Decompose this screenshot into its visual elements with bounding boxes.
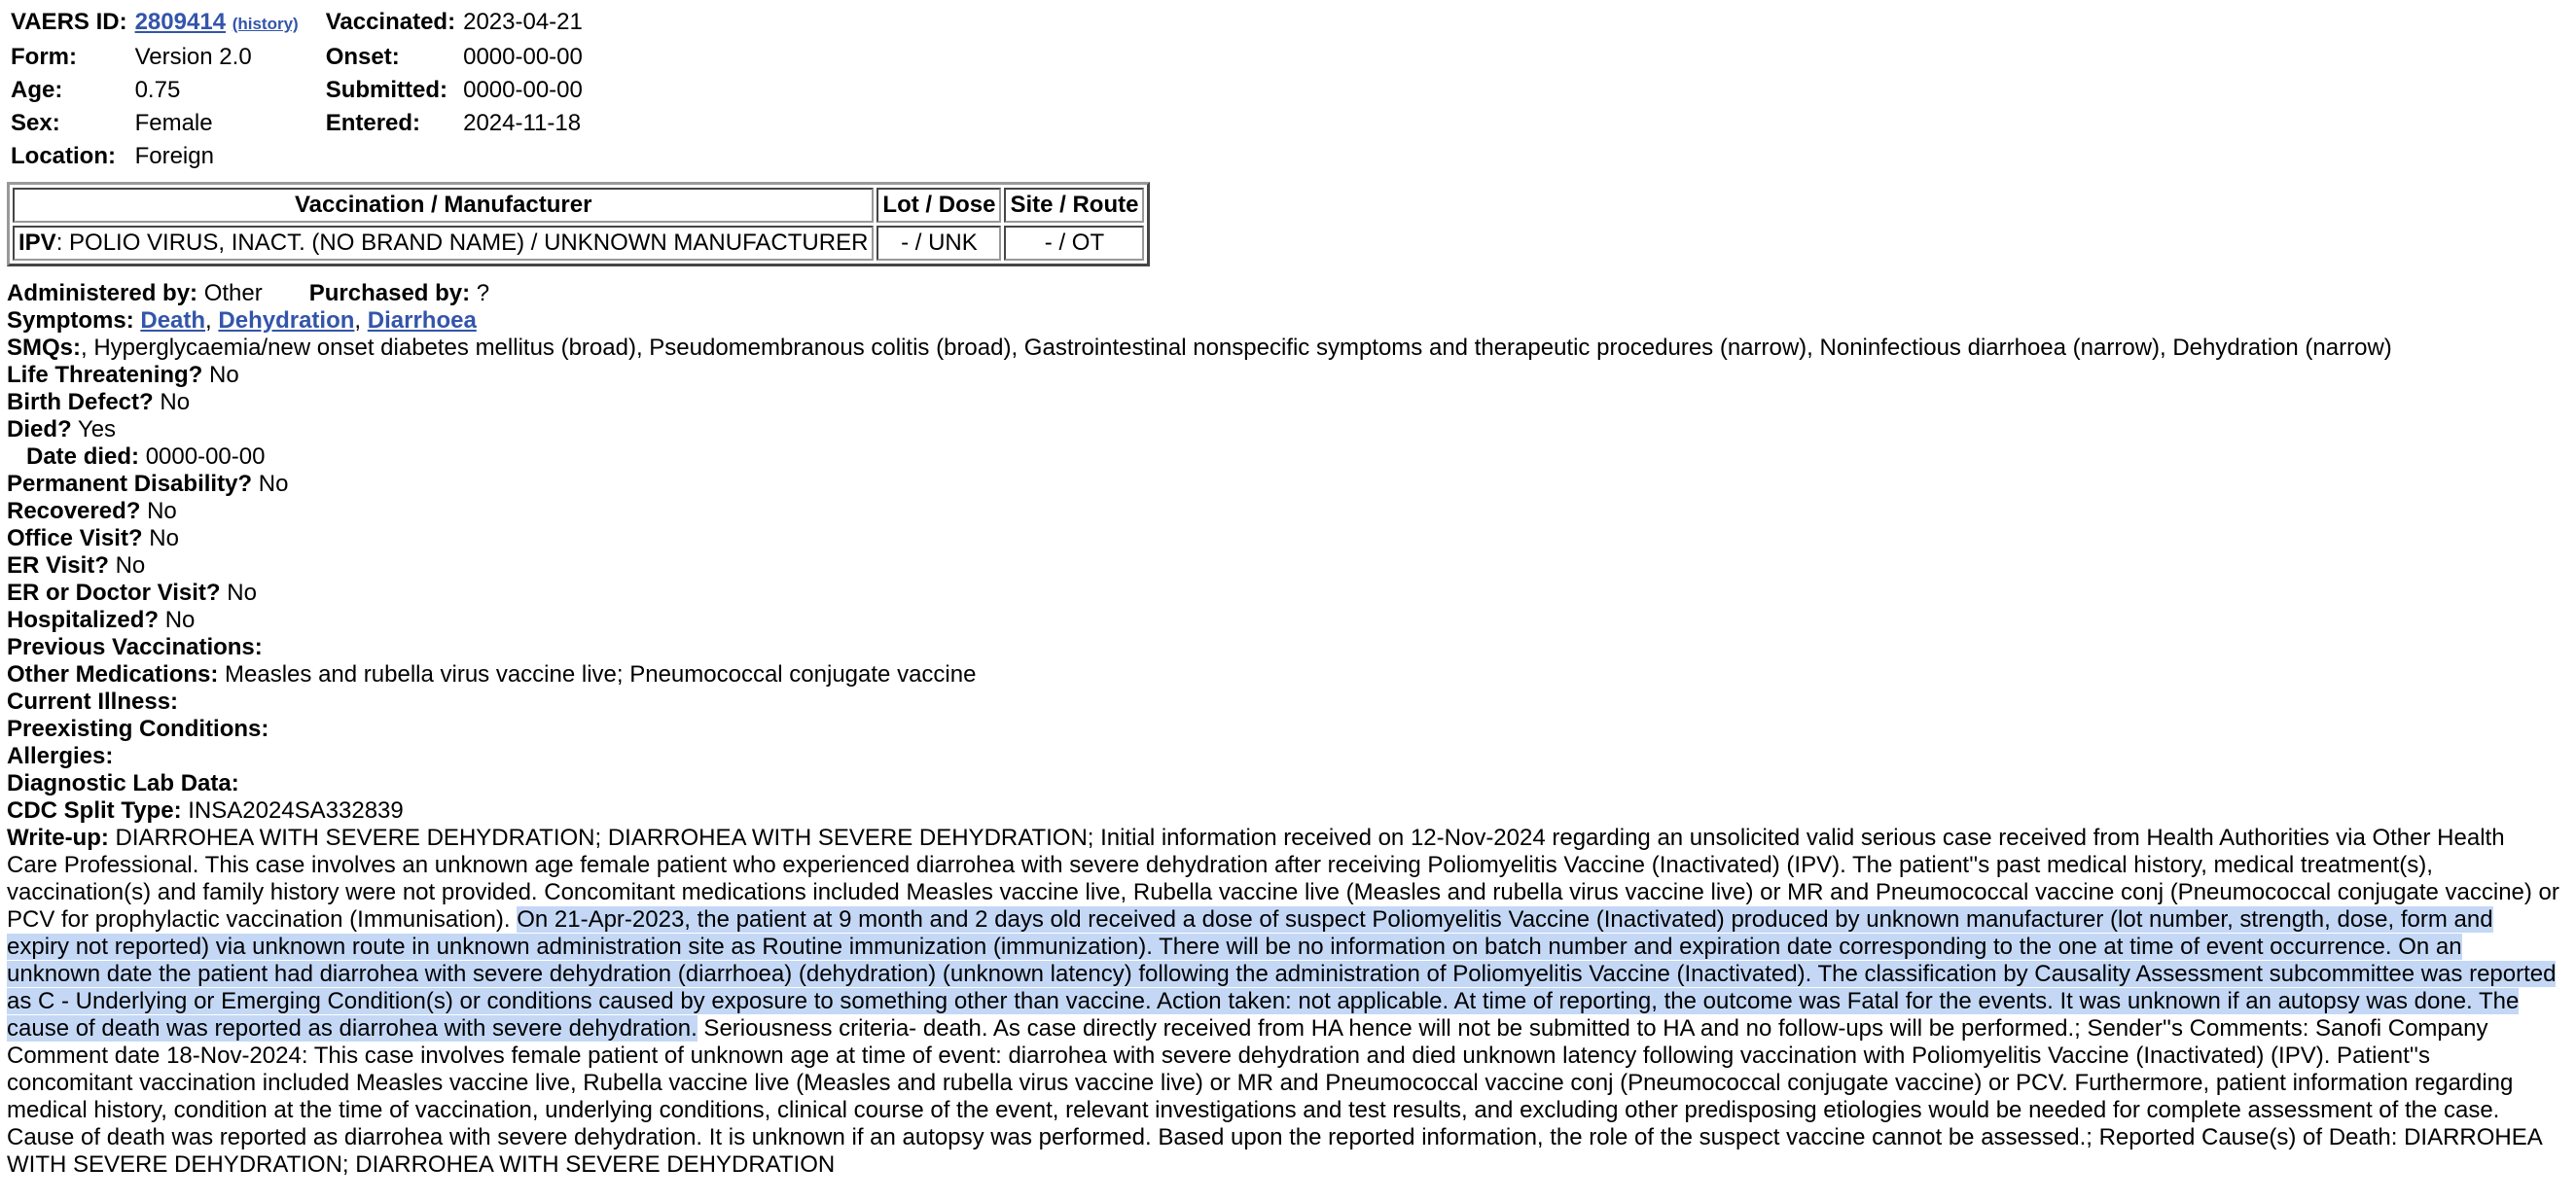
life-threatening-row xyxy=(7,362,2569,389)
office-visit-value: No xyxy=(149,525,179,551)
smqs-value: , Hyperglycaemia/new onset diabetes mellitus (broad), Pseudomembranous colitis (broad), Gastrointestinal nonspecific symptoms and therapeutic procedures (narrow), Noninfectious diarrhoea (narrow), Dehydration (narrow) xyxy=(81,335,2392,361)
administered-row xyxy=(7,280,2569,307)
sex-value: Female xyxy=(134,110,213,136)
lot-dose-cell: - / UNK xyxy=(877,226,1001,261)
died-value: Yes xyxy=(77,416,117,442)
administered-value: Other xyxy=(203,280,263,306)
recovered-label: Recovered? xyxy=(7,498,141,524)
current-illness-label: Current Illness: xyxy=(7,689,179,715)
column-header-site-route: Site / Route xyxy=(1004,188,1144,223)
writeup-text: DIARROHEA WITH SEVERE DEHYDRATION; DIARROHEA WITH SEVERE DEHYDRATION; Initial information received on 12-Nov-2024 regarding an unsolicited valid serious case received from Health Authorities via Other Health Care Professional. This case involves an unknown age female patient who experienced diarrohea with severe dehydration after receiving Poliomyelitis Vaccine (Inactivated) (IPV). The patient''s past medical history, medical treatment(s), vaccination(s) and family history were not provided. Concomitant medications included Measles vaccine live, Rubella vaccine live (Measles and rubella virus vaccine live) or MR and Pneumococcal vaccine conj (Pneumococcal conjugate vaccine) or PCV for prophylactic vaccination (Immunisation). xyxy=(7,825,2559,933)
vaccination-table xyxy=(7,182,1150,266)
er-doctor-label: ER or Doctor Visit? xyxy=(7,580,221,606)
submitted-label: Submitted: xyxy=(325,77,448,103)
hospitalized-row xyxy=(7,607,2569,634)
lab-data-label: Diagnostic Lab Data: xyxy=(7,770,239,796)
onset-label: Onset: xyxy=(325,44,400,70)
life-threatening-value: No xyxy=(209,362,239,388)
entered-label: Entered: xyxy=(325,110,421,136)
date-died-value: 0000-00-00 xyxy=(145,443,266,470)
vaccine-code: IPV xyxy=(18,230,56,256)
life-threatening-label: Life Threatening? xyxy=(7,362,203,388)
birth-defect-label: Birth Defect? xyxy=(7,389,154,415)
hospitalized-value: No xyxy=(164,607,196,633)
vaccinated-label: Vaccinated: xyxy=(325,9,456,35)
writeup-label: Write-up: xyxy=(7,825,109,851)
preexisting-row xyxy=(7,716,2569,743)
lab-data-row xyxy=(7,770,2569,797)
er-visit-label: ER Visit? xyxy=(7,552,109,579)
died-label: Died? xyxy=(7,416,72,442)
age-label: Age: xyxy=(11,77,63,103)
form-label: Form: xyxy=(11,44,77,70)
symptom-link-dehydration[interactable]: Dehydration xyxy=(218,307,355,334)
writeup-paragraph xyxy=(7,825,2569,1179)
symptom-link-death[interactable]: Death xyxy=(140,307,206,334)
vaccine-cell xyxy=(13,226,874,261)
permanent-disability-label: Permanent Disability? xyxy=(7,471,253,497)
er-doctor-value: No xyxy=(227,580,257,606)
allergies-label: Allergies: xyxy=(7,743,114,769)
table-row xyxy=(13,226,1144,261)
onset-value: 0000-00-00 xyxy=(463,44,583,70)
administered-label: Administered by: xyxy=(7,280,198,306)
er-visit-value: No xyxy=(115,552,146,579)
sex-label: Sex: xyxy=(11,110,60,136)
purchased-value: ? xyxy=(476,280,490,306)
location-value: Foreign xyxy=(134,143,214,169)
symptoms-label: Symptoms: xyxy=(7,307,134,334)
smqs-row xyxy=(7,335,2569,362)
permanent-disability-row xyxy=(7,471,2569,498)
office-visit-row xyxy=(7,525,2569,552)
hospitalized-label: Hospitalized? xyxy=(7,607,160,633)
column-header-lot-dose: Lot / Dose xyxy=(877,188,1001,223)
recovered-row xyxy=(7,498,2569,525)
office-visit-label: Office Visit? xyxy=(7,525,143,551)
allergies-row xyxy=(7,743,2569,770)
previous-vaccinations-label: Previous Vaccinations: xyxy=(7,634,263,660)
site-route-cell: - / OT xyxy=(1004,226,1144,261)
purchased-label: Purchased by: xyxy=(308,280,471,306)
symptoms-row: Symptoms: Death, Dehydration, Diarrhoea xyxy=(7,307,477,334)
smqs-label: SMQs: xyxy=(7,335,82,361)
died-row xyxy=(7,416,2569,443)
date-died-row xyxy=(7,443,2569,471)
er-doctor-row xyxy=(7,580,2569,607)
vaers-id-link[interactable]: 2809414 xyxy=(134,9,227,35)
report-header-table xyxy=(7,6,606,173)
other-medications-value: Measles and rubella virus vaccine live; Pneumococcal conjugate vaccine xyxy=(225,661,977,688)
column-header-vaccination: Vaccination / Manufacturer xyxy=(13,188,874,223)
submitted-value: 0000-00-00 xyxy=(463,77,583,103)
recovered-value: No xyxy=(147,498,177,524)
permanent-disability-value: No xyxy=(258,471,289,497)
vaccinated-value: 2023-04-21 xyxy=(463,9,583,35)
age-value: 0.75 xyxy=(134,77,181,103)
location-label: Location: xyxy=(11,143,116,169)
cdc-split-label: CDC Split Type: xyxy=(7,797,182,824)
date-died-label: Date died: xyxy=(26,443,140,470)
other-medications-label: Other Medications: xyxy=(7,661,219,688)
cdc-split-row xyxy=(7,797,2569,825)
history-link[interactable]: (history) xyxy=(232,15,299,33)
current-illness-row xyxy=(7,689,2569,716)
birth-defect-row xyxy=(7,389,2569,416)
preexisting-label: Preexisting Conditions: xyxy=(7,716,269,742)
birth-defect-value: No xyxy=(160,389,191,415)
writeup-text-continued: Seriousness criteria- death. As case directly received from HA hence will not be submitted to HA and no follow-ups will be performed.; Sender''s Comments: Sanofi Company Comment date 18-Nov-2024: This case involves female patient of unknown age at time of event: diarrohea with severe dehydration and died unknown latency following vaccination with Poliomyelitis Vaccine (Inactivated) (IPV). Patient''s concomitant vaccination included Measles vaccine live, Rubella vaccine live (Measles and rubella virus vaccine live) or MR and Pneumococcal vaccine conj (Pneumococcal conjugate vaccine) or PCV. Furthermore, patient information regarding medical history, condition at the time of vaccination, underlying conditions, clinical course of the event, relevant investigations and test results, and excluding other predisposing etiologies would be needed for complete assessment of the case. Cause of death was reported as diarrohea with severe dehydration. It is unknown if an autopsy was performed. Based upon the reported information, the role of the suspect vaccine cannot be assessed.; Reported Cause(s) of Death: DIARROHEA WITH SEVERE DEHYDRATION; DIARROHEA WITH SEVERE DEHYDRATION xyxy=(7,1015,2542,1178)
vaers-id-label: VAERS ID: xyxy=(11,9,127,35)
vaccine-description: : POLIO VIRUS, INACT. (NO BRAND NAME) / UNKNOWN MANUFACTURER xyxy=(55,230,869,256)
symptom-link-diarrhoea[interactable]: Diarrhoea xyxy=(367,307,477,334)
form-value: Version 2.0 xyxy=(134,44,252,70)
er-visit-row xyxy=(7,552,2569,580)
writeup-selected-text: On 21-Apr-2023, the patient at 9 month and 2 days old received a dose of suspect Poliomyelitis Vaccine (Inactivated) produced by unknown manufacturer (lot number, strength, dose, form and expiry not reported) via unknown route in unknown administration site as Routine immunization (immunization). There will be no information on batch number and expiration date corresponding to the one at time of event occurrence. On an unknown date the patient had diarrohea with severe dehydration (diarrhoea) (dehydration) (unknown latency) following the administration of Poliomyelitis Vaccine (Inactivated). The classification by Causality Assessment subcommittee was reported as C - Underlying or Emerging Condition(s) or conditions caused by exposure to something other than vaccine. Action taken: not applicable. At time of reporting, the outcome was Fatal for the events. It was unknown if an autopsy was done. The cause of death was reported as diarrohea with severe dehydration. xyxy=(7,906,2557,1042)
cdc-split-value: INSA2024SA332839 xyxy=(188,797,404,824)
entered-value: 2024-11-18 xyxy=(463,110,582,136)
previous-vaccinations-row xyxy=(7,634,2569,661)
other-medications-row xyxy=(7,661,2569,689)
